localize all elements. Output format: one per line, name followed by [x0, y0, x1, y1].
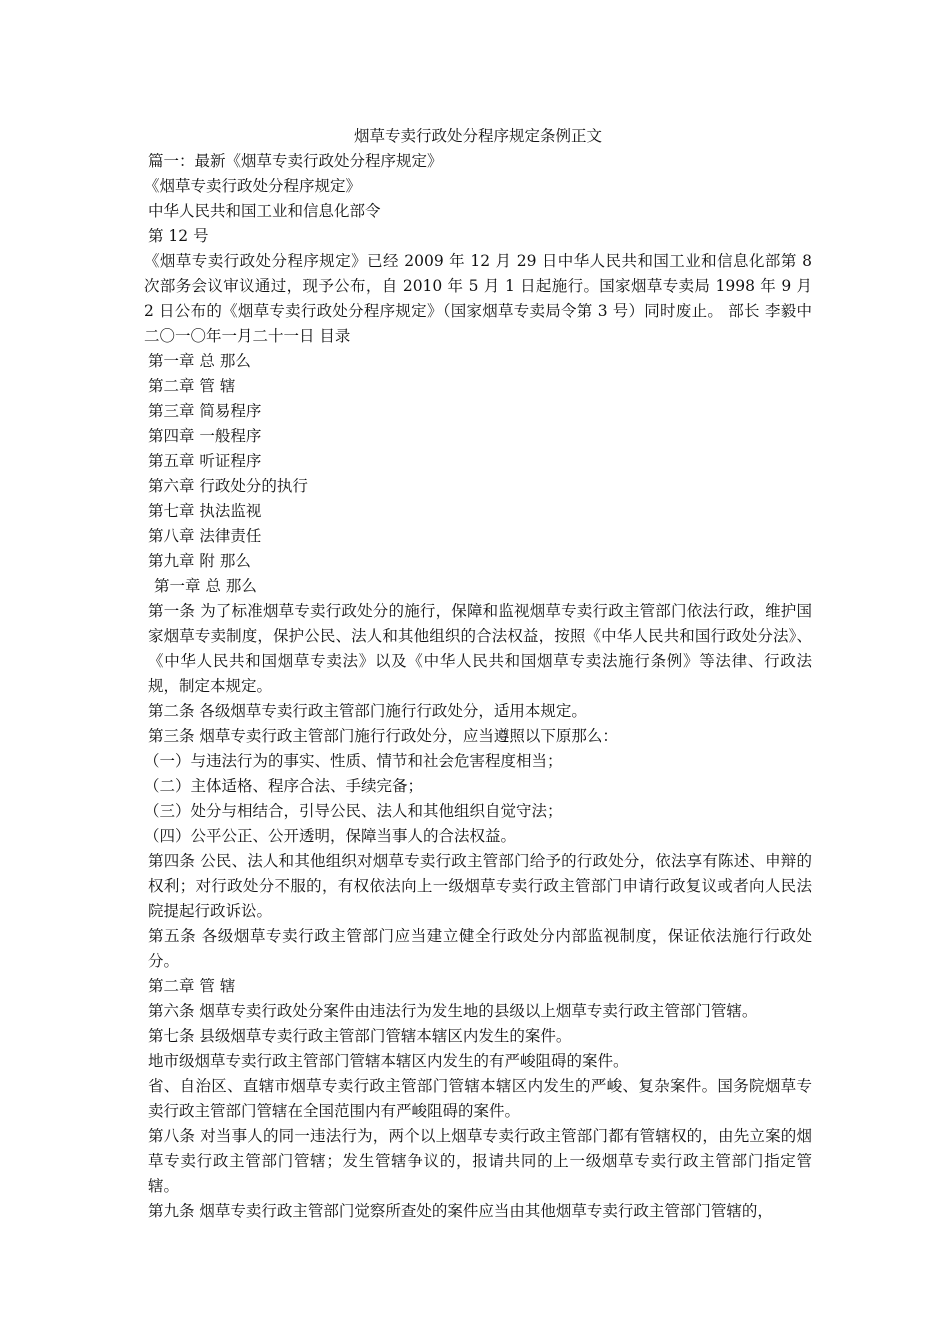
document-paragraph: 第七条 县级烟草专卖行政主管部门管辖本辖区内发生的案件。	[148, 1027, 572, 1045]
document-paragraph: 第五条 各级烟草专卖行政主管部门应当建立健全行政处分内部监视制度，保证依法施行行政处分。	[148, 927, 812, 970]
document-paragraph: 第八章 法律责任	[148, 527, 262, 545]
document-paragraph: 第五章 听证程序	[148, 452, 262, 470]
document-title: 烟草专卖行政处分程序规定条例正文	[353, 127, 602, 145]
document-paragraph: 第七章 执法监视	[148, 502, 262, 520]
document-paragraph: 地市级烟草专卖行政主管部门管辖本辖区内发生的有严峻阻碍的案件。	[148, 1052, 629, 1070]
document-paragraph: 第 12 号	[148, 227, 209, 245]
document-lines	[144, 149, 812, 1224]
document-paragraph: 第二条 各级烟草专卖行政主管部门施行行政处分，适用本规定。	[148, 702, 587, 720]
document-paragraph: 第一章 总 那么	[154, 577, 257, 595]
document-paragraph: 篇一：最新《烟草专卖行政处分程序规定》	[148, 152, 443, 170]
document-paragraph: 第九章 附 那么	[148, 552, 251, 570]
document-paragraph: 第二章 管 辖	[148, 977, 236, 995]
document-paragraph: 省、自治区、直辖市烟草专卖行政主管部门管辖本辖区内发生的严峻、复杂案件。国务院烟草专卖行政主管部门管辖在全国范围内有严峻阻碍的案件。	[148, 1077, 812, 1120]
document-paragraph: 第三章 简易程序	[148, 402, 262, 420]
document-paragraph: （二）主体适格、程序合法、手续完备；	[144, 777, 424, 795]
document-paragraph: （四）公平公正、公开透明，保障当事人的合法权益。	[144, 827, 517, 845]
document-body	[144, 124, 812, 1224]
document-paragraph: 《烟草专卖行政处分程序规定》已经 2009 年 12 月 29 日中华人民共和国工业和信息化部第 8 次部务会议审议通过，现予公布，自 2010 年 5 月 1 日起施行。国家烟草专卖局 1998 年 9 月 2 日公布的《烟草专卖行政处分程序规定》（国家烟草专卖局令第 3 号）同时废止。 部长 李毅中二〇一〇年一月二十一日 目录	[144, 252, 812, 345]
document-paragraph: 第九条 烟草专卖行政主管部门觉察所查处的案件应当由其他烟草专卖行政主管部门管辖的，	[148, 1202, 773, 1220]
document-paragraph: 第六条 烟草专卖行政处分案件由违法行为发生地的县级以上烟草专卖行政主管部门管辖。	[148, 1002, 758, 1020]
document-paragraph: 《烟草专卖行政处分程序规定》	[144, 177, 362, 195]
document-paragraph: 第四章 一般程序	[148, 427, 262, 445]
document-paragraph: 第一条 为了标准烟草专卖行政处分的施行，保障和监视烟草专卖行政主管部门依法行政，维护国家烟草专卖制度，保护公民、法人和其他组织的合法权益，按照《中华人民共和国行政处分法》、《中华人民共和国烟草专卖法》以及《中华人民共和国烟草专卖法施行条例》等法律、行政法规，制定本规定。	[148, 602, 812, 695]
document-paragraph: 第八条 对当事人的同一违法行为，两个以上烟草专卖行政主管部门都有管辖权的，由先立案的烟草专卖行政主管部门管辖；发生管辖争议的，报请共同的上一级烟草专卖行政主管部门指定管辖。	[148, 1127, 812, 1195]
document-paragraph: 第六章 行政处分的执行	[148, 477, 308, 495]
document-paragraph: （一）与违法行为的事实、性质、情节和社会危害程度相当；	[144, 752, 563, 770]
document-paragraph: 第三条 烟草专卖行政主管部门施行行政处分，应当遵照以下原那么：	[148, 727, 618, 745]
document-paragraph: 第四条 公民、法人和其他组织对烟草专卖行政主管部门给予的行政处分，依法享有陈述、申辩的权利；对行政处分不服的，有权依法向上一级烟草专卖行政主管部门申请行政复议或者向人民法院提起行政诉讼。	[148, 852, 812, 920]
document-paragraph: （三）处分与相结合，引导公民、法人和其他组织自觉守法；	[144, 802, 563, 820]
document-paragraph: 第二章 管 辖	[148, 377, 236, 395]
document-paragraph: 中华人民共和国工业和信息化部令	[148, 202, 381, 220]
document-paragraph: 第一章 总 那么	[148, 352, 251, 370]
